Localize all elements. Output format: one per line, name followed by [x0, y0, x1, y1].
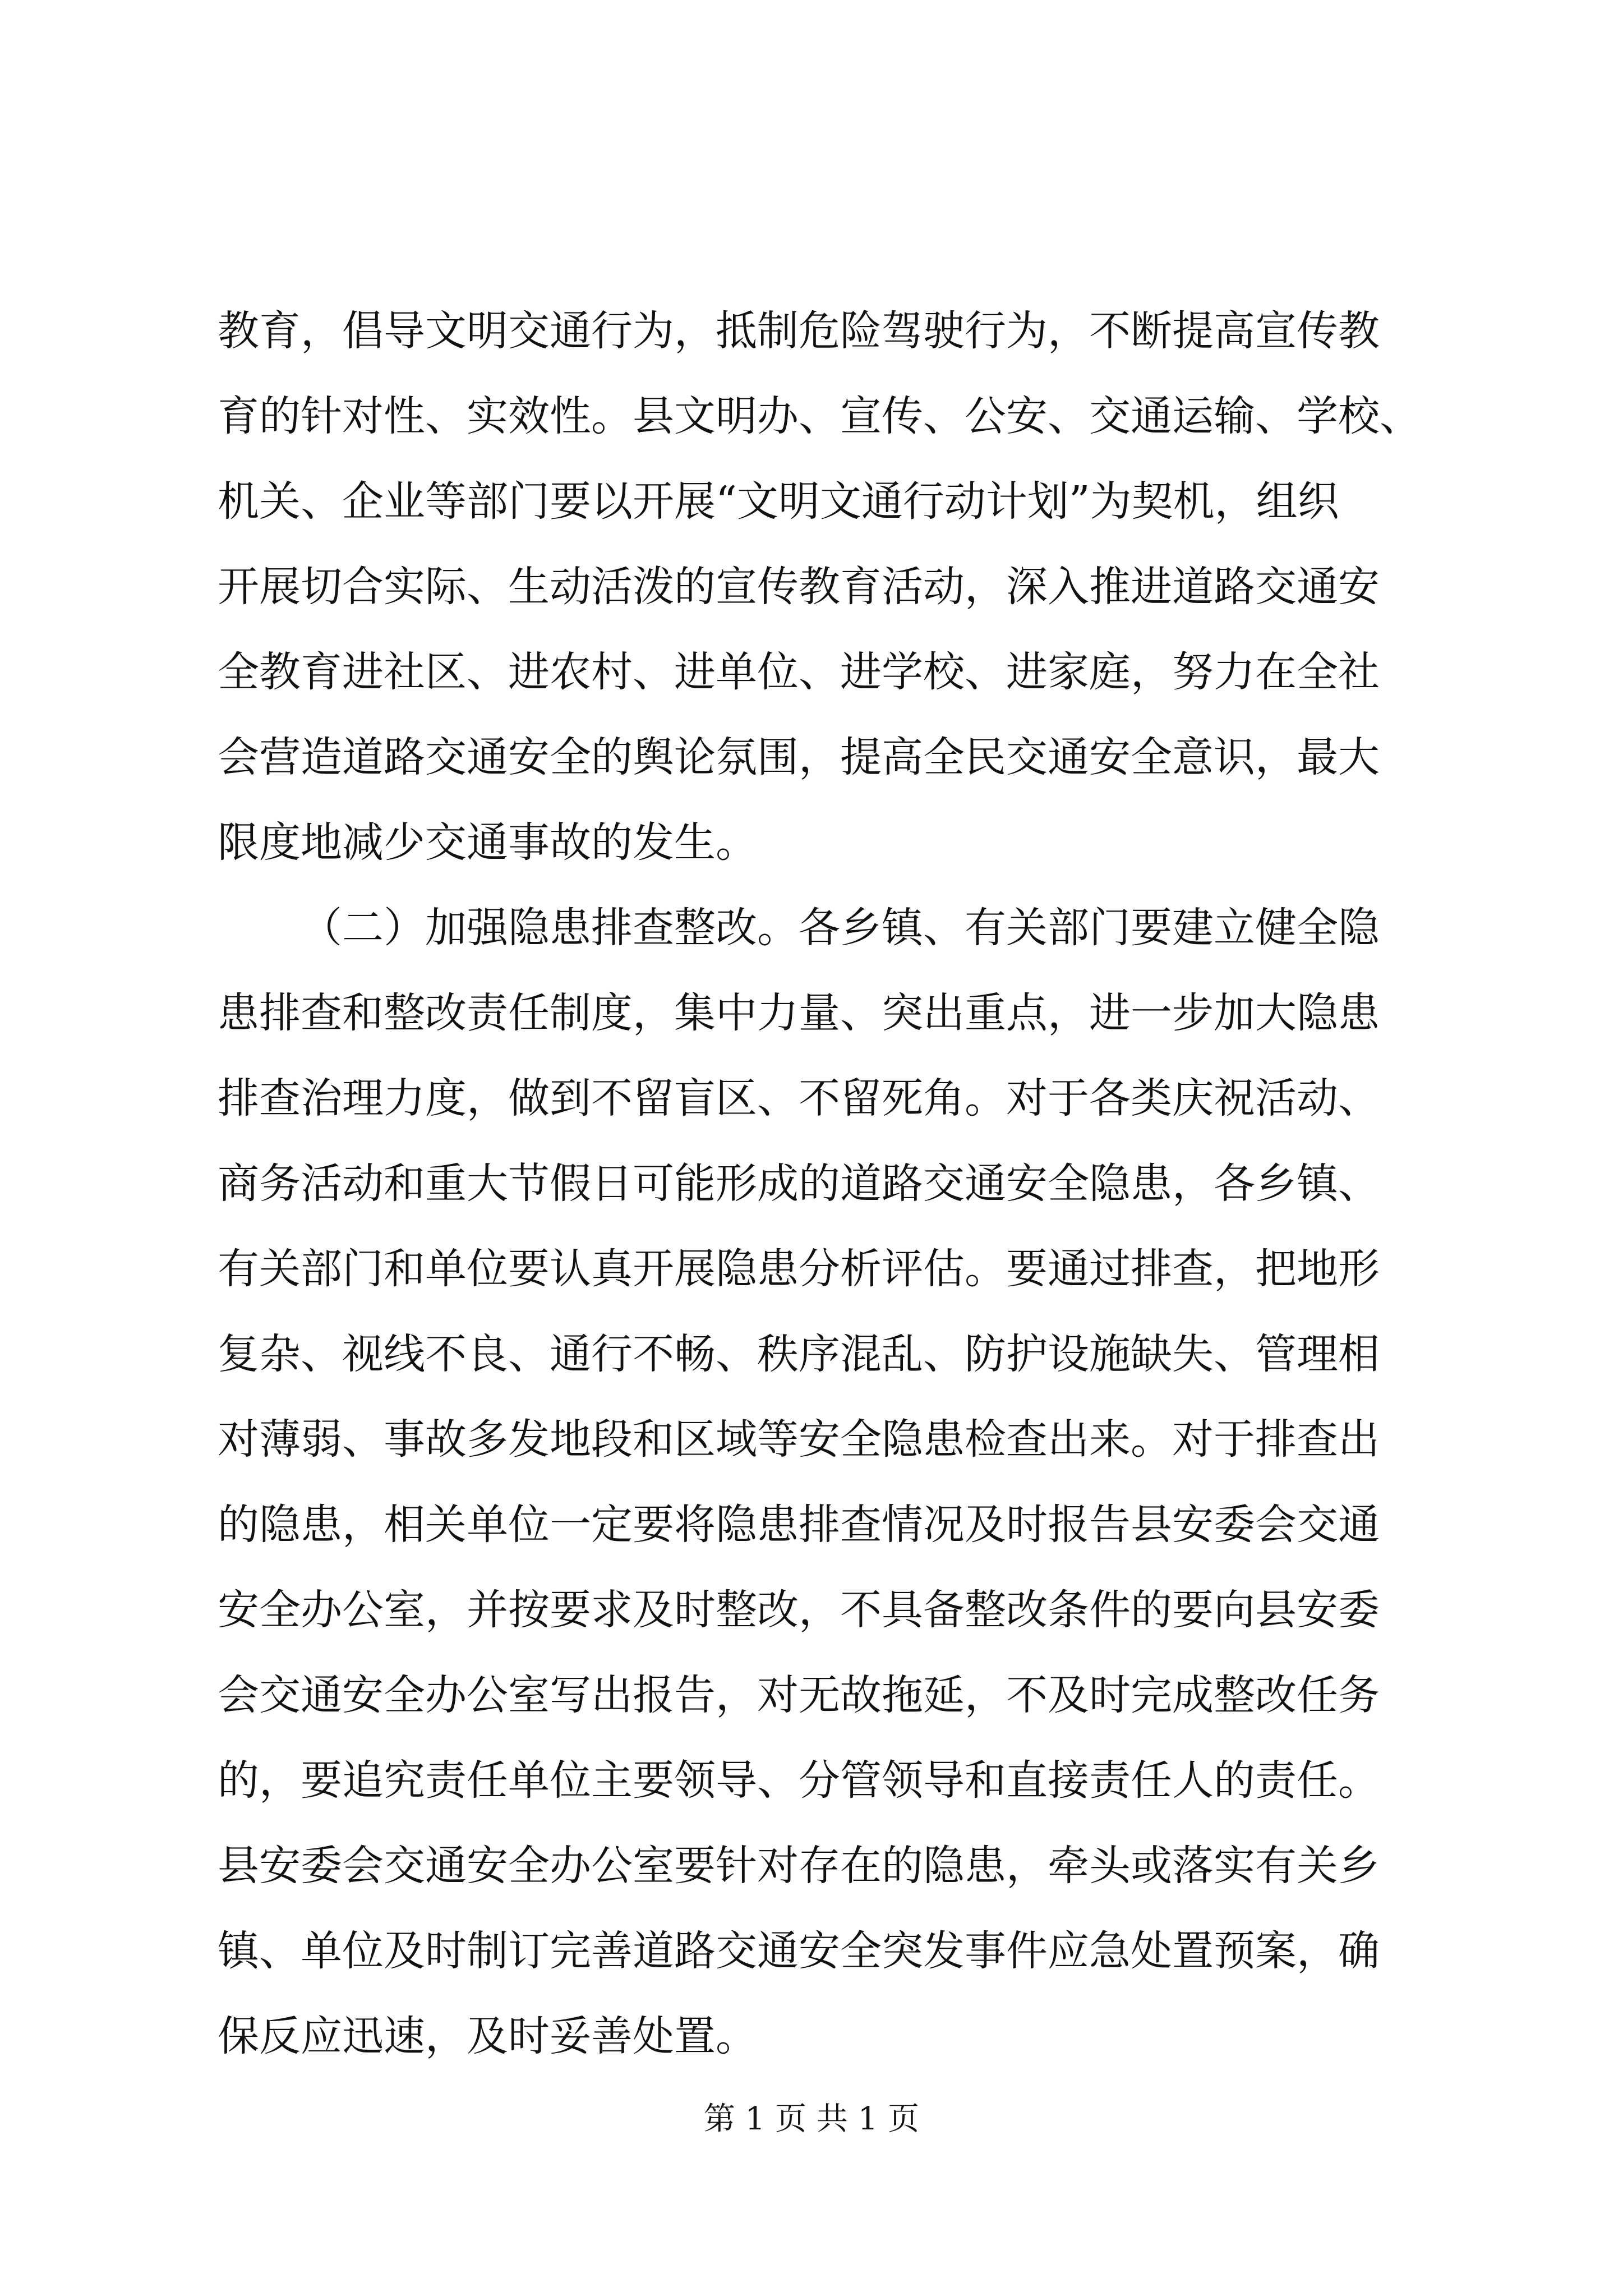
text-line: 安全办公室，并按要求及时整改，不具备整改条件的要向县安委 — [218, 1586, 1380, 1634]
text-line: 会营造道路交通安全的舆论氛围，提高全民交通安全意识，最大 — [218, 733, 1380, 781]
text-line: 县安委会交通安全办公室要针对存在的隐患，牵头或落实有关乡 — [218, 1842, 1380, 1890]
page-footer: 第 1 页 共 1 页 — [703, 2101, 920, 2137]
text-line: 限度地减少交通事故的发生。 — [218, 818, 757, 867]
text-line: 教育，倡导文明交通行为，抵制危险驾驶行为，不断提高宣传教 — [218, 307, 1380, 355]
text-line: 镇、单位及时制订完善道路交通安全突发事件应急处置预案，确 — [218, 1927, 1380, 1975]
text-line: 保反应迅速，及时妥善处置。 — [218, 2012, 757, 2060]
text-line: 排查治理力度，做到不留盲区、不留死角。对于各类庆祝活动、 — [218, 1074, 1380, 1122]
text-line: 的，要追究责任单位主要领导、分管领导和直接责任人的责任。 — [218, 1756, 1380, 1805]
text-line: 有关部门和单位要认真开展隐患分析评估。要通过排查，把地形 — [218, 1245, 1380, 1293]
paragraph-heading-line: （二）加强隐患排查整改。各乡镇、有关部门要建立健全隐 — [301, 904, 1380, 952]
text-line: 开展切合实际、生动活泼的宣传教育活动，深入推进道路交通安 — [218, 563, 1380, 611]
text-line: 对薄弱、事故多发地段和区域等安全隐患检查出来。对于排查出 — [218, 1415, 1380, 1464]
text-line: 商务活动和重大节假日可能形成的道路交通安全隐患，各乡镇、 — [218, 1159, 1380, 1208]
text-line: 患排查和整改责任制度，集中力量、突出重点，进一步加大隐患 — [218, 989, 1380, 1037]
text-line: 全教育进社区、进农村、进单位、进学校、进家庭，努力在全社 — [218, 648, 1380, 696]
text-line: 会交通安全办公室写出报告，对无故拖延，不及时完成整改任务 — [218, 1671, 1380, 1719]
text-line: 的隐患，相关单位一定要将隐患排查情况及时报告县安委会交通 — [218, 1501, 1380, 1549]
text-line: 育的针对性、实效性。县文明办、宣传、公安、交通运输、学校、 — [218, 392, 1421, 440]
text-line: 复杂、视线不良、通行不畅、秩序混乱、防护设施缺失、管理相 — [218, 1330, 1380, 1378]
text-line: 机关、企业等部门要以开展“文明文通行动计划”为契机，组织 — [218, 477, 1339, 526]
